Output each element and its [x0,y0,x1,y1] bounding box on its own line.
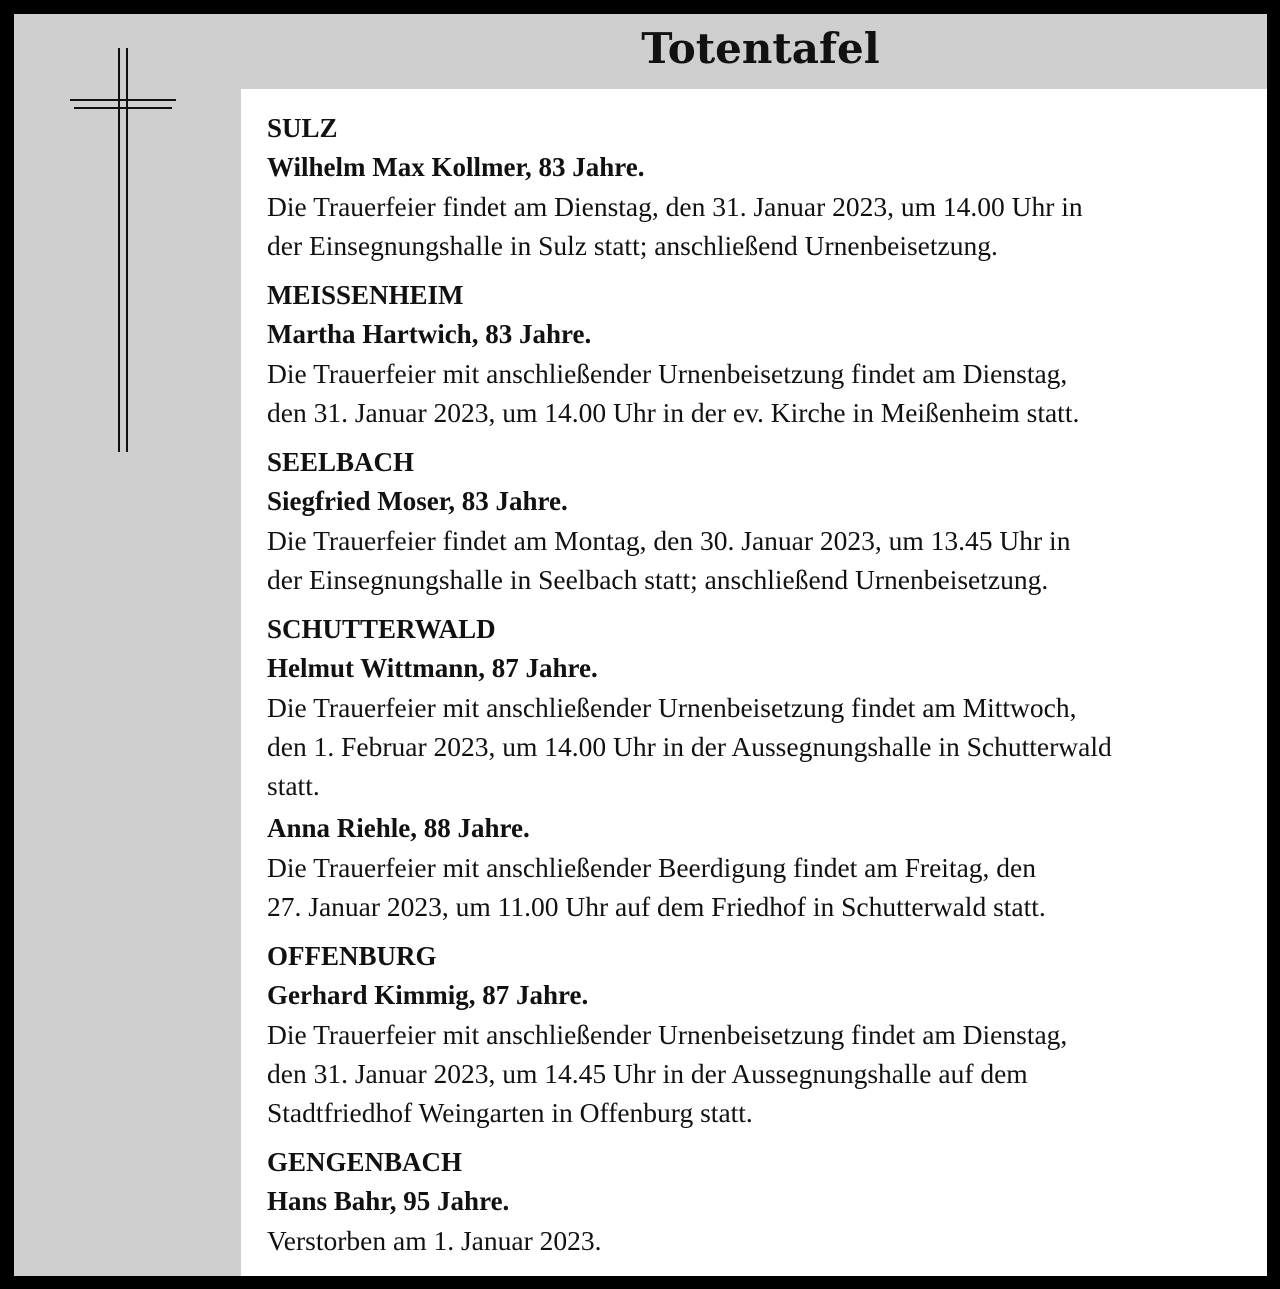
obituary-list [267,109,1252,1271]
obituary-board [14,14,1267,1276]
obituary-entry [267,1182,1252,1260]
place-heading: OFFENBURG [267,941,437,971]
obituary-section [267,276,1252,432]
deceased-name: Siegfried Moser, 83 Jahre. [267,486,568,516]
place-heading: MEISSENHEIM [267,280,464,310]
place-heading: SULZ [267,113,338,143]
funeral-details: Die Trauerfeier findet am Montag, den 30. Januar 2023, um 13.45 Uhr in der Einsegnungshalle in Seelbach statt; anschließend Urnenbeisetzung. [267,525,1071,595]
obituary-section [267,109,1252,265]
deceased-name: Hans Bahr, 95 Jahre. [267,1186,510,1216]
obituary-section [267,1143,1252,1260]
place-heading: SEELBACH [267,447,415,477]
deceased-name: Gerhard Kimmig, 87 Jahre. [267,980,589,1010]
deceased-name: Wilhelm Max Kollmer, 83 Jahre. [267,152,645,182]
obituary-section [267,443,1252,599]
content-panel [241,89,1267,1276]
page-title: Totentafel [641,24,880,73]
funeral-details: Die Trauerfeier findet am Dienstag, den 31. Januar 2023, um 14.00 Uhr in der Einsegnungshalle in Sulz statt; anschließend Urnenbeisetzung. [267,191,1083,261]
obituary-section [267,610,1252,926]
obituary-entry [267,315,1252,432]
funeral-details: Die Trauerfeier mit anschließender Urnenbeisetzung findet am Dienstag, den 31. Januar 2023, um 14.45 Uhr in der Aussegnungshalle auf dem Stadtfriedhof Weingarten in Offenburg statt. [267,1019,1068,1128]
obituary-entry [267,649,1252,805]
place-heading: GENGENBACH [267,1147,463,1177]
obituary-entry [267,976,1252,1132]
obituary-section [267,937,1252,1132]
funeral-details: Verstorben am 1. Januar 2023. [267,1225,602,1256]
funeral-details: Die Trauerfeier mit anschließender Urnenbeisetzung findet am Dienstag, den 31. Januar 2023, um 14.00 Uhr in der ev. Kirche in Meißenheim statt. [267,358,1080,428]
deceased-name: Helmut Wittmann, 87 Jahre. [267,653,598,683]
obituary-entry [267,809,1252,926]
obituary-entry [267,148,1252,265]
funeral-details: Die Trauerfeier mit anschließender Beerdigung findet am Freitag, den 27. Januar 2023, um 11.00 Uhr auf dem Friedhof in Schutterwald statt. [267,852,1046,922]
obituary-entry [267,482,1252,599]
deceased-name: Martha Hartwich, 83 Jahre. [267,319,592,349]
deceased-name: Anna Riehle, 88 Jahre. [267,813,530,843]
funeral-details: Die Trauerfeier mit anschließender Urnenbeisetzung findet am Mittwoch, den 1. Februar 2023, um 14.00 Uhr in der Aussegnungshalle in Schutterwald statt. [267,692,1112,801]
cross-icon [70,44,180,454]
place-heading: SCHUTTERWALD [267,614,496,644]
